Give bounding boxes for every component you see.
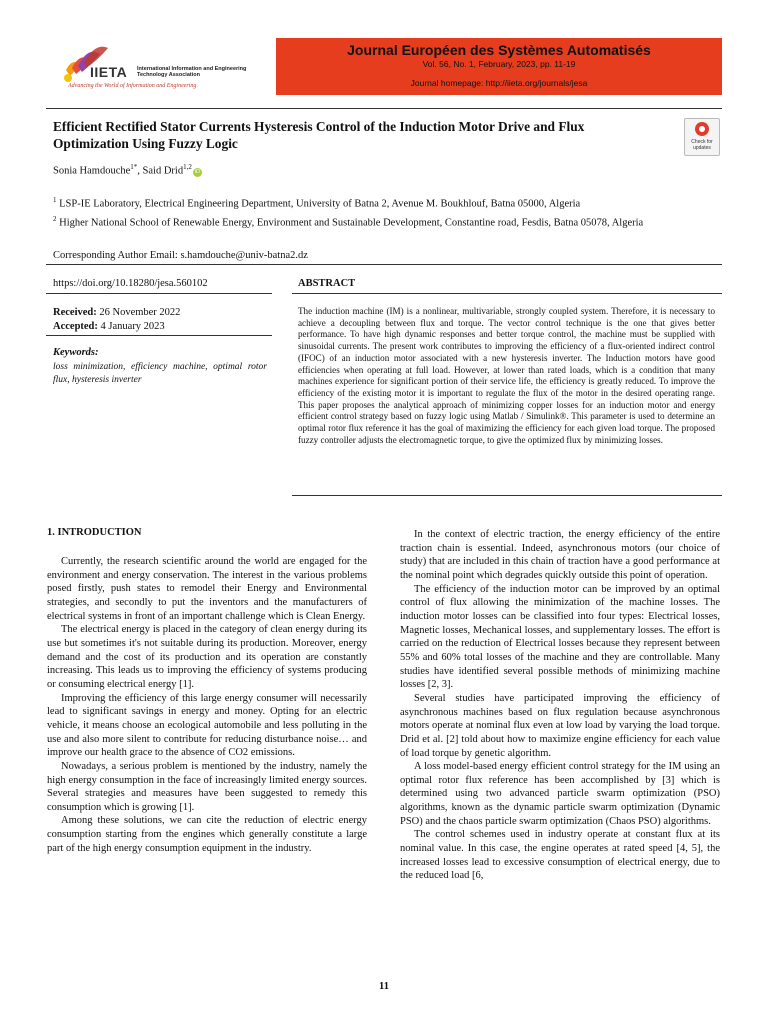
author-list: [53, 163, 202, 177]
affiliation-2: $^2$ Higher National School of Renewable Energy, Environment and Sustainable Development, Constantine road, Fesdis, Batna 05078, Algeria: [53, 214, 644, 228]
author-name: Sonia Hamdouche: [53, 165, 131, 177]
logo-acronym: IIETA: [90, 64, 128, 80]
bookmark-icon-center: [699, 126, 705, 132]
journal-homepage[interactable]: Journal homepage: http://iieta.org/journals/jesa: [410, 78, 588, 88]
body-column-right: [400, 528, 720, 883]
dates-block: [53, 306, 180, 334]
divider: [46, 264, 722, 265]
paragraph: Among these solutions, we can cite the reduction of electric energy consumption starting from the engines which generally constitute a large part of the high energy consumption equipment in the industry.: [47, 815, 367, 854]
paragraph: Improving the efficiency of this large energy consumer will necessarily lead to significant savings in energy and money. Opting for an electric vehicle, it means choose an ecological automobile and less polluting in the use and also more silent to contribute for reducing disturbance noise… and improve our health grace to the absence of CO2 emissions.: [47, 692, 367, 759]
paragraph: Currently, the research scientific around the world are engaged for the environment and energy conservation. The interest in the various problems posed firstly, push states to remodel their Energy and Environmental strategies, and secondly to put the inventors and the manufacturers of electrical systems in front of an important challenge which is Clean Energy.: [47, 556, 367, 622]
paragraph: A loss model-based energy efficient control strategy for the IM using an optimal rotor flux reference has been accomplished by [3] which is determined using two advanced particle swarm optimization (PSO) algorithms, known as the dynamic particle swarm optimization (Dynamic PSO) and the chaos particle swarm optimization (Chaos PSO) algorithms.: [400, 761, 720, 827]
body-column-left: [47, 555, 367, 855]
paper-title: Efficient Rectified Stator Currents Hysteresis Control of the Induction Motor Drive and Flux Optimization Using Fuzzy Logic: [53, 119, 585, 151]
paragraph: Several studies have participated improving the efficiency of asynchronous machines based on flux regulation because asynchronous motors operate at nominal flux even at low load by varying the load torque. Drid et al. [2] told about how to maximize engine efficiency for each value of load torque by genetic algorithm.: [400, 692, 720, 759]
divider: [46, 335, 272, 336]
author-sup: 1*: [130, 163, 138, 171]
keywords: loss minimization, efficiency machine, optimal rotor flux, hysteresis inverter: [53, 362, 267, 385]
divider: [46, 108, 722, 109]
divider: [46, 293, 272, 294]
affiliations: [53, 193, 713, 230]
keywords-label: Keywords:: [53, 347, 99, 358]
paragraph: The electrical energy is placed in the category of clean energy during its use but sometimes it's not suitable during its production. Moreover, energy demand and the cost of its production and its operation are constantly increasing. This leads us to improving the efficiency of systems producing or consuming electrical energy [1].: [47, 624, 367, 690]
logo-tagline: Advancing the World of Information and Engineering: [68, 83, 197, 89]
corresponding-email: Corresponding Author Email: s.hamdouche@univ-batna2.dz: [53, 250, 308, 261]
accepted-label: Accepted:: [53, 321, 98, 332]
abstract-heading: ABSTRACT: [298, 278, 356, 289]
abstract-text: The induction machine (IM) is a nonlinear, multivariable, strongly coupled system. Therefore, it is necessary to achieve a decoupling between flux and torque. The vector control technique is the one that gives better performance. To have high dynamic responses and better torque control, the machine must be supplied with sinusoidal currents. The present work contributes to improving the efficiency of a flux-oriented indirect control (IFOC) of an induction motor associated with a new hysteresis inverter. The Induction motors have good efficiencies when operating at full load. However, at lower than rated loads, which is a condition that many machines experience for significant portion of their service life, the efficiency is greatly reduced. To improve the efficiency of the existing motor it is important to regulate the flux of the motor in the desired operating range. This paper proposes the analytical approach of minimizing copper losses for an induction motor and energy efficient control strategy based on fuzzy logic using Matlab / Simulink®. This parameter is used to determine an optimal rotor flux reference it has the goal of maximizing the efficiency for each given load torque. The proposed fuzzy controller adjusts the electromagnetic torque, to give the optimized flux by minimizing losses.: [298, 306, 715, 445]
journal-volume: Vol. 56, No. 1, February, 2023, pp. 11-19: [422, 59, 576, 69]
paragraph: In the context of electric traction, the energy efficiency of the entire traction chain is essential. Indeed, asynchronous motors (our choice of study) that are included in this chain of traction have a good performance at the nominal point which degrades quickly outside this point of operation.: [400, 529, 720, 581]
orcid-icon[interactable]: iD: [194, 168, 200, 175]
page-number: 11: [379, 981, 389, 992]
section-heading: 1. INTRODUCTION: [47, 527, 142, 538]
author-separator: ,: [137, 165, 143, 177]
accepted-date: 4 January 2023: [97, 321, 165, 332]
paragraph: The control schemes used in industry operate at constant flux at its nominal value. In this case, the engine operates at rated speed [4, 5], the increased losses lead to excessive consumption of electrical energy, due to the reduced load [6,: [400, 829, 720, 882]
received-date: 26 November 2022: [96, 307, 181, 318]
paragraph: The efficiency of the induction motor can be improved by an optimal control of flux allowing the minimization of the machine losses. The induction motor losses can be classified into four types: Electrical losses, Magnetic losses, Mechanical losses, and supplementary losses. The effort is carried on the reduction of Electrical losses because they represent between 55% and 60% total losses of the machine and they are controllable. Many studies have identified several possible methods of minimizing machine losses [2, 3].: [400, 583, 720, 691]
paragraph: Nowadays, a serious problem is mentioned by the industry, namely the high energy consumption in the face of increasingly limited energy sources. Several strategies and measures have been suggested to remedy this consumption which is growing [1].: [47, 760, 367, 813]
received-label: Received:: [53, 307, 97, 318]
badge-label: Check for updates: [691, 139, 713, 151]
divider: [292, 293, 722, 294]
logo-org-name: International Information and Engineering Technology Association: [137, 66, 247, 78]
journal-title: Journal Européen des Systèmes Automatisés: [347, 42, 651, 58]
author-name: Said Drid: [142, 165, 184, 177]
doi-link[interactable]: https://doi.org/10.18280/jesa.560102: [53, 278, 208, 289]
author-sup: 1,2: [183, 163, 192, 171]
affiliation-1: $^1$ LSP-IE Laboratory, Electrical Engineering Department, University of Batna 2, Avenue M. Boukhlouf, Batna 05000, Algeria: [53, 196, 581, 210]
divider: [292, 495, 722, 496]
